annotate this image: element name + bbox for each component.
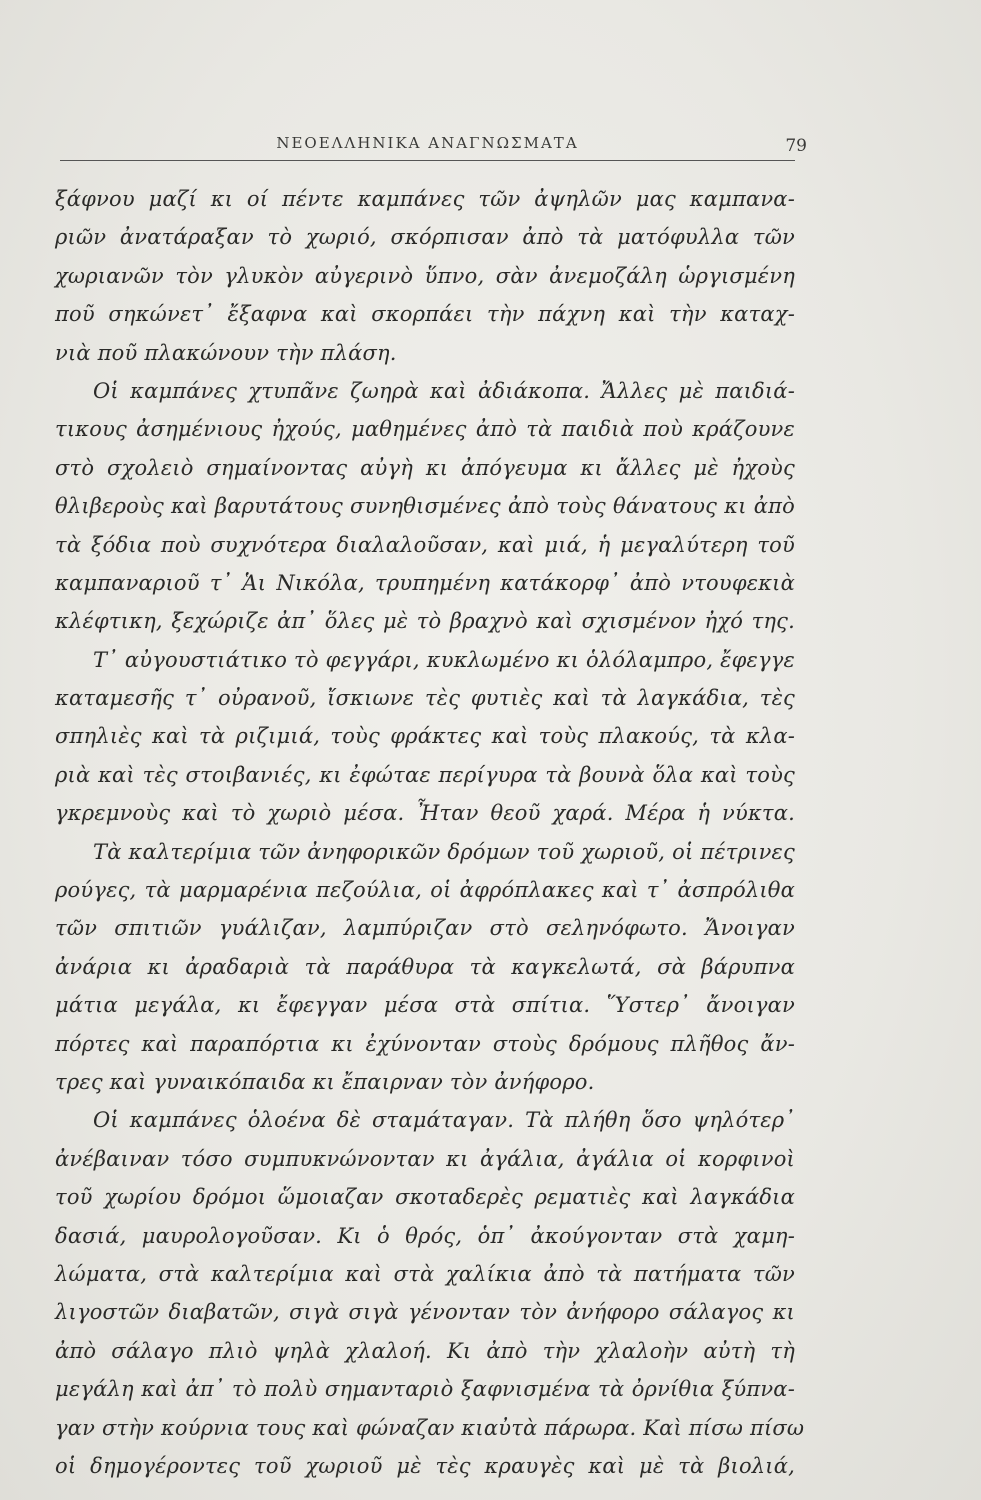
text-line: λιγοστῶν διαβατῶν, σιγὰ σιγὰ γένονταν τὸν ἀνήφορο σάλαγος κι [55,1300,795,1325]
text-line: κλέφτικη, ξεχώριζε ἀπ᾽ ὅλες μὲ τὸ βραχνὸ καὶ σχισμένον ἠχό της. [55,609,795,634]
text-line: τρες καὶ γυναικόπαιδα κι ἔπαιρναν τὸν ἀνήφορο. [55,1069,595,1094]
text-line: θλιβεροὺς καὶ βαρυτάτους συνηθισμένες ἀπὸ τοὺς θάνατους κι ἀπὸ [55,494,795,519]
text-line: πόρτες καὶ παραπόρτια κι ἐχύνονταν στοὺς δρόμους πλῆθος ἄν- [55,1031,795,1056]
text-line: Οἱ καμπάνες χτυπᾶνε ζωηρὰ καὶ ἀδιάκοπα. Ἄλλες μὲ παιδιά- [93,378,795,403]
text-line: σπηλιὲς καὶ τὰ ριζιμιά, τοὺς φράκτες καὶ τοὺς πλακούς, τὰ κλα- [55,724,795,749]
text-line: μάτια μεγάλα, κι ἔφεγγαν μέσα στὰ σπίτια. Ὕστερ᾽ ἄνοιγαν [55,993,795,1018]
text-line: γκρεμνοὺς καὶ τὸ χωριὸ μέσα. Ἦταν θεοῦ χαρά. Μέρα ἡ νύκτα. [55,801,795,826]
page-number: 79 [785,136,807,156]
page-header [60,130,807,161]
text-line: οἱ δημογέροντες τοῦ χωριοῦ μὲ τὲς κραυγὲς καὶ μὲ τὰ βιολιά, [55,1453,795,1478]
text-line: ριὰ καὶ τὲς στοιβανιές, κι ἐφώταε περίγυρα τὰ βουνὰ ὅλα καὶ τοὺς [55,762,795,787]
text-line: μεγάλη καὶ ἀπ᾽ τὸ πολὺ σημανταριὸ ξαφνισμένα τὰ ὀρνίθια ξύπνα- [55,1377,795,1402]
text-line: τοῦ χωρίου δρόμοι ὥμοιαζαν σκοταδερὲς ρεματιὲς καὶ λαγκάδια [55,1185,795,1210]
text-line: γαν στὴν κούρνια τους καὶ φώναζαν κιαὐτὰ πάρωρα. Καὶ πίσω πίσω [55,1415,805,1440]
text-line: ἀνάρια κι ἀραδαριὰ τὰ παράθυρα τὰ καγκελωτά, σὰ βάρυπνα [55,954,795,979]
body-text [55,180,805,1485]
text-line: ρούγες, τὰ μαρμαρένια πεζούλια, οἱ ἀφρόπλακες καὶ τ᾽ ἀσπρόλιθα [55,878,795,903]
text-line: Τὰ καλτερίμια τῶν ἀνηφορικῶν δρόμων τοῦ χωριοῦ, οἱ πέτρινες [93,839,795,864]
text-line: Τ᾽ αὐγουστιάτικο τὸ φεγγάρι, κυκλωμένο κι ὁλόλαμπρο, ἔφεγγε [93,647,795,672]
text-line: ἀπὸ σάλαγο πλιὸ ψηλὰ χλαλοή. Κι ἀπὸ τὴν χλαλοὴν αὐτὴ τὴ [55,1338,795,1363]
text-line: νιὰ ποῦ πλακώνουν τὴν πλάση. [55,340,397,365]
running-title: ΝΕΟΕΛΛΗΝΙΚΑ ΑΝΑΓΝΩΣΜΑΤΑ [276,134,579,152]
text-line: τῶν σπιτιῶν γυάλιζαν, λαμπύριζαν στὸ σεληνόφωτο. Ἄνοιγαν [55,916,795,941]
text-line: Οἱ καμπάνες ὁλοένα δὲ σταμάταγαν. Τὰ πλήθη ὅσο ψηλότερ᾽ [93,1108,795,1133]
text-line: τὰ ξόδια ποὺ συχνότερα διαλαλοῦσαν, καὶ μιά, ἡ μεγαλύτερη τοῦ [55,532,795,557]
text-line: δασιά, μαυρολογοῦσαν. Κι ὁ θρός, ὁπ᾽ ἀκούγονταν στὰ χαμη- [55,1223,795,1248]
text-line: στὸ σχολειὸ σημαίνοντας αὐγὴ κι ἀπόγευμα κι ἄλλες μὲ ἠχοὺς [55,455,795,480]
text-line: καμπαναριοῦ τ᾽ Ἁι Νικόλα, τρυπημένη κατάκορφ᾽ ἀπὸ ντουφεκιὰ [55,570,795,595]
text-line: ριῶν ἀνατάραξαν τὸ χωριό, σκόρπισαν ἀπὸ τὰ ματόφυλλα τῶν [55,225,795,250]
text-line: ἀνέβαιναν τόσο συμπυκνώνονταν κι ἀγάλια, ἀγάλια οἱ κορφινοὶ [55,1146,795,1171]
text-line: χωριανῶν τὸν γλυκὸν αὐγερινὸ ὕπνο, σὰν ἀνεμοζάλη ὡργισμένη [55,263,795,288]
text-line: καταμεσῆς τ᾽ οὐρανοῦ, ἴσκιωνε τὲς φυτιὲς καὶ τὰ λαγκάδια, τὲς [55,686,795,711]
text-line: ξάφνου μαζί κι οί πέντε καμπάνες τῶν ἀψηλῶν μας καμπανα- [55,187,795,211]
text-line: ποῦ σηκώνετ᾽ ἔξαφνα καὶ σκορπάει τὴν πάχνη καὶ τὴν καταχ- [55,302,795,327]
text-line: λώματα, στὰ καλτερίμια καὶ στὰ χαλίκια ἀπὸ τὰ πατήματα τῶν [55,1261,795,1286]
text-line: τικους ἀσημένιους ἠχούς, μαθημένες ἀπὸ τὰ παιδιὰ ποὺ κράζουνε [55,417,795,442]
